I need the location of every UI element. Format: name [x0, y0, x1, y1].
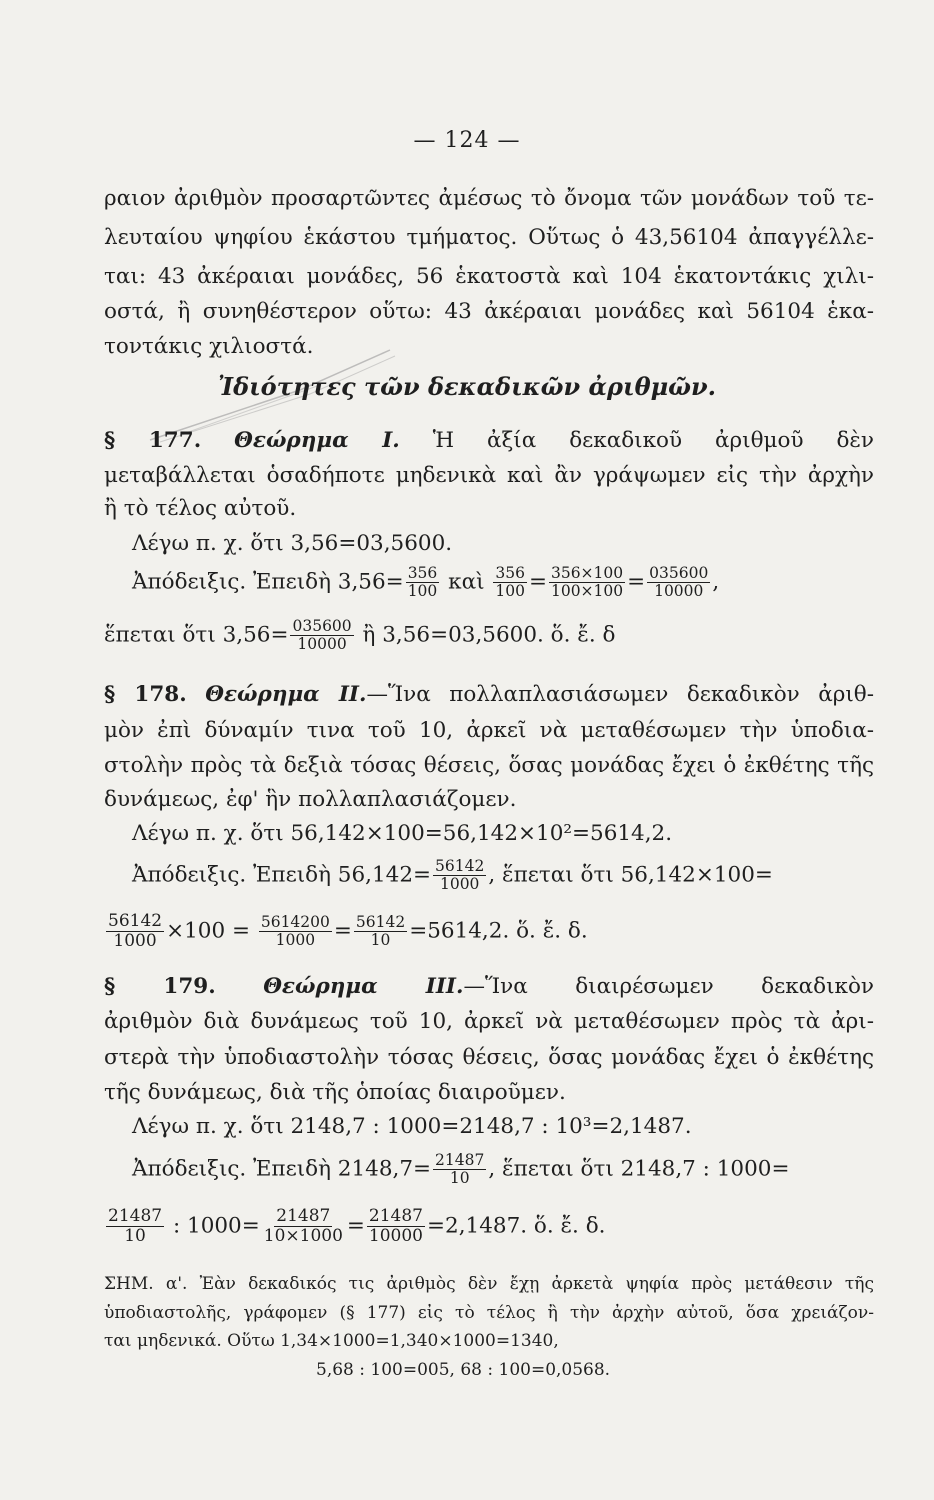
s179-example: Λέγω π. χ. ὅτι 2148,7 : 1000=2148,7 : 10³=2,1487. [132, 1114, 692, 1139]
s179-fraction-1 [433, 1152, 486, 1187]
s177-f2-den: 100 [495, 582, 525, 600]
s178-f2-den: 1000 [113, 931, 157, 951]
s177-concl-text: ἕπεται ὅτι 3,56= [104, 622, 289, 648]
intro-line-1: ραιον ἀριθμὸν προσαρτῶντες ἀμέσως τὸ ὄνομα τῶν μονάδων τοῦ τε- [104, 186, 874, 211]
s179-f3-num: 21487 [276, 1206, 331, 1226]
s178-f1-den: 1000 [439, 875, 480, 893]
s178-f3-num: 5614200 [260, 913, 330, 931]
s177-line-2: μεταβάλλεται ὁσαδήποτε μηδενικὰ καὶ ἂν γράψωμεν εἰς τὴν ἀρχὴν [104, 463, 874, 488]
s179-eq: = [346, 1213, 365, 1239]
s178-line-2: μὸν ἐπὶ δύναμίν τινα τοῦ 10, ἀρκεῖ νὰ μεταθέσωμεν τὴν ὑποδια- [104, 718, 874, 743]
s177-f2-num: 356 [495, 564, 525, 582]
s177-f1-num: 356 [407, 564, 438, 582]
s178-times: ×100 = [166, 918, 250, 944]
s179-line-1 [104, 970, 874, 1003]
s179-theorem-title: Θεώρημα ΙΙΙ. [263, 974, 464, 999]
intro-line-5: τοντάκις χιλιοστά. [104, 334, 314, 359]
s177-theorem-title: Θεώρημα Ι. [234, 428, 400, 453]
s178-result: =5614,2. ὅ. ἔ. δ. [409, 918, 588, 944]
s178-f3-den: 1000 [275, 931, 316, 949]
s178-proof-text: Ἀπόδειξις. Ἐπειδὴ 56,142= [132, 862, 432, 888]
s177-eq-1: = [528, 569, 547, 595]
s179-result: =2,1487. ὅ. ἔ. δ. [427, 1213, 606, 1239]
s179-fraction-4 [367, 1207, 425, 1246]
note-line-2: ὑποδιαστολῆς, γράφομεν (§ 177) εἰς τὸ τέλος ἢ τὴν ἀρχὴν αὐτοῦ, ὅσα χρειάζον- [104, 1303, 874, 1323]
s179-f2-den: 10 [124, 1226, 146, 1246]
s177-f5-num: 035600 [292, 617, 352, 635]
s177-line-3: ἢ τὸ τέλος αὐτοῦ. [104, 496, 297, 521]
s177-f4-den: 10000 [654, 582, 704, 600]
s179-f4-den: 10000 [368, 1226, 423, 1246]
s179-proof [132, 1152, 874, 1187]
s179-f1-num: 21487 [435, 1151, 485, 1169]
s178-f4-den: 10 [370, 931, 391, 949]
note-line-1: ΣΗΜ. α'. Ἐὰν δεκαδικός τις ἀριθμὸς δὲν ἔχῃ ἀρκετὰ ψηφία πρὸς μετάθεσιν τῆς [104, 1274, 874, 1294]
s179-f3-den: 10×1000 [263, 1226, 343, 1246]
s178-line-1 [104, 678, 874, 711]
s178-fraction-4 [354, 914, 407, 949]
s177-section-number: § 177. [104, 428, 202, 453]
s177-kai: καὶ [448, 569, 485, 595]
s178-fraction-1 [433, 858, 486, 893]
s177-proof-text: Ἀπόδειξις. Ἐπειδὴ 3,56= [132, 569, 404, 595]
s178-text-1: —Ἵνα πολλαπλασιάσωμεν δεκαδικὸν ἀριθ- [366, 682, 875, 707]
s179-f4-num: 21487 [368, 1206, 423, 1226]
s178-section-number: § 178. [104, 682, 187, 707]
s179-section-number: § 179. [104, 974, 216, 999]
s177-f3-num: 356×100 [550, 564, 624, 582]
s177-f1-den: 100 [407, 582, 438, 600]
s177-fraction-4 [647, 565, 710, 600]
s177-f3-den: 100×100 [550, 582, 624, 600]
s177-proof [132, 565, 902, 600]
s179-line-2: ἀριθμὸν διὰ δυνάμεως τοῦ 10, ἀρκεῖ νὰ μεταθέσωμεν πρὸς τὰ ἀρι- [104, 1009, 874, 1034]
s177-fraction-5 [290, 618, 353, 653]
s178-f4-num: 56142 [355, 913, 406, 931]
s179-calc [104, 1207, 874, 1246]
s179-line-3: στερὰ τὴν ὑποδιαστολὴν τόσας θέσεις, ὅσας μονάδας ἔχει ὁ ἐκθέτης [104, 1045, 874, 1070]
note-line-3: ται μηδενικά. Οὕτω 1,34×1000=1,340×1000=1340, [104, 1331, 559, 1351]
s177-fraction-2 [493, 565, 527, 600]
s177-comma: , [712, 569, 720, 595]
s178-eq: = [333, 918, 352, 944]
s178-line-4: δυνάμεως, ἐφ' ἣν πολλαπλασιάζομεν. [104, 787, 517, 812]
s179-proof-text-2: , ἕπεται ὅτι 2148,7 : 1000= [488, 1156, 790, 1182]
s178-fraction-2 [106, 912, 164, 951]
s178-calc [104, 912, 874, 951]
s179-proof-text: Ἀπόδειξις. Ἐπειδὴ 2148,7= [132, 1156, 432, 1182]
s177-conclusion [104, 618, 874, 653]
s177-f5-den: 10000 [297, 635, 347, 653]
s179-f1-den: 10 [449, 1169, 470, 1187]
s177-fraction-3 [549, 565, 625, 600]
s178-line-3: στολὴν πρὸς τὰ δεξιὰ τόσας θέσεις, ὅσας μονάδας ἔχει ὁ ἐκθέτης τῆς [104, 753, 874, 778]
s178-fraction-3 [259, 914, 332, 949]
intro-line-4: οστά, ἢ συνηθέστερον οὕτω: 43 ἀκέραιαι μονάδες καὶ 56104 ἑκα- [104, 299, 874, 324]
s177-eq-2: = [627, 569, 646, 595]
s179-div: : 1000= [172, 1213, 260, 1239]
s178-f2-num: 56142 [108, 911, 163, 931]
s177-concl-result: ἢ 3,56=03,5600. ὅ. ἔ. δ [362, 622, 616, 648]
s177-example: Λέγω π. χ. ὅτι 3,56=03,5600. [132, 531, 453, 556]
s178-proof [132, 858, 874, 893]
s179-fraction-2 [106, 1207, 164, 1246]
s179-fraction-3 [262, 1207, 345, 1246]
s179-line-4: τῆς δυνάμεως, διὰ τῆς ὁποίας διαιροῦμεν. [104, 1080, 566, 1105]
intro-line-3: ται: 43 ἀκέραιαι μονάδες, 56 ἑκατοστὰ καὶ 104 ἑκατοντάκις χιλι- [104, 264, 874, 289]
s177-fraction-1 [406, 565, 440, 600]
s178-proof-text-2: , ἕπεται ὅτι 56,142×100= [488, 862, 773, 888]
s178-example: Λέγω π. χ. ὅτι 56,142×100=56,142×10²=5614,2. [132, 821, 673, 846]
s178-f1-num: 56142 [435, 857, 485, 875]
s177-f4-num: 035600 [649, 564, 709, 582]
s179-f2-num: 21487 [108, 1206, 163, 1226]
section-heading: Ἰδιότητες τῶν δεκαδικῶν ἀριθμῶν. [217, 372, 717, 401]
intro-line-2: λευταίου ψηφίου ἑκάστου τμήματος. Οὕτως ὁ 43,56104 ἀπαγγέλλε- [104, 225, 874, 250]
s177-text-1: Ἡ ἀξία δεκαδικοῦ ἀριθμοῦ δὲν [432, 428, 874, 453]
s177-line-1 [104, 424, 874, 457]
s179-text-1: —Ἵνα διαιρέσωμεν δεκαδικὸν [463, 974, 875, 999]
page-number: — 124 — [413, 128, 521, 153]
note-line-4: 5,68 : 100=005, 68 : 100=0,0568. [316, 1360, 611, 1380]
s178-theorem-title: Θεώρημα ΙΙ. [205, 682, 367, 707]
